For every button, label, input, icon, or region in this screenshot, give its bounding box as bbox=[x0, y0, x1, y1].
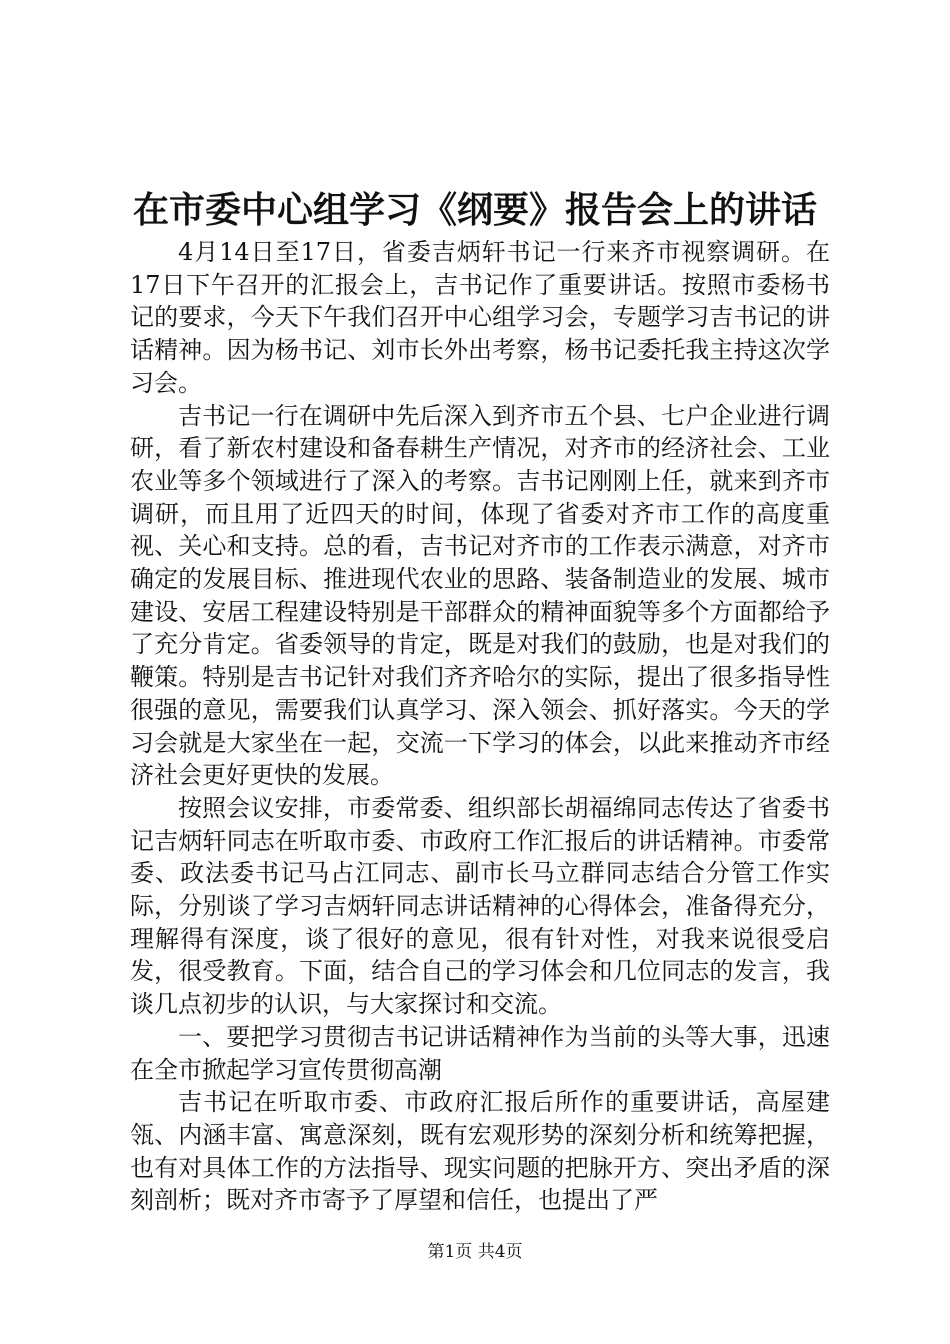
document-body bbox=[130, 236, 830, 1217]
page-footer: 第1页 共4页 bbox=[427, 1242, 523, 1262]
section-heading-1: 一、要把学习贯彻吉书记讲话精神作为当前的头等大事，迅速在全市掀起学习宣传贯彻高潮 bbox=[130, 1022, 830, 1084]
paragraph-1: 4月14日至17日，省委吉炳轩书记一行来齐市视察调研。在17日下午召开的汇报会上，吉书记作了重要讲话。按照市委杨书记的要求，今天下午我们召开中心组学习会，专题学习吉书记的讲话精神。因为杨书记、刘市长外出考察，杨书记委托我主持这次学习会。 bbox=[130, 238, 830, 397]
paragraph-4: 吉书记在听取市委、市政府汇报后所作的重要讲话，高屋建瓴、内涵丰富、寓意深刻，既有宏观形势的深刻分析和统筹把握，也有对具体工作的方法指导、现实问题的把脉开方、突出矛盾的深刻剖析；既对齐市寄予了厚望和信任，也提出了严 bbox=[130, 1088, 830, 1215]
paragraph-2: 吉书记一行在调研中先后深入到齐市五个县、七户企业进行调研，看了新农村建设和备春耕生产情况，对齐市的经济社会、工业农业等多个领域进行了深入的考察。吉书记刚刚上任，就来到齐市调研，而且用了近四天的时间，体现了省委对齐市工作的高度重视、关心和支持。总的看，吉书记对齐市的工作表示满意，对齐市确定的发展目标、推进现代农业的思路、装备制造业的发展、城市建设、安居工程建设特别是干部群众的精神面貌等多个方面都给予了充分肯定。省委领导的肯定，既是对我们的鼓励，也是对我们的鞭策。特别是吉书记针对我们齐齐哈尔的实际，提出了很多指导性很强的意见，需要我们认真学习、深入领会、抓好落实。今天的学习会就是大家坐在一起，交流一下学习的体会，以此来推动齐市经济社会更好更快的发展。 bbox=[130, 401, 830, 790]
document-title: 在市委中心组学习《纲要》报告会上的讲话 bbox=[132, 189, 817, 231]
paragraph-3: 按照会议安排，市委常委、组织部长胡福绵同志传达了省委书记吉炳轩同志在听取市委、市政府工作汇报后的讲话精神。市委常委、政法委书记马占江同志、副市长马立群同志结合分管工作实际，分别谈了学习吉炳轩同志讲话精神的心得体会，准备得充分，理解得有深度，谈了很好的意见，很有针对性，对我来说很受启发，很受教育。下面，结合自己的学习体会和几位同志的发言，我谈几点初步的认识，与大家探讨和交流。 bbox=[130, 793, 830, 1019]
